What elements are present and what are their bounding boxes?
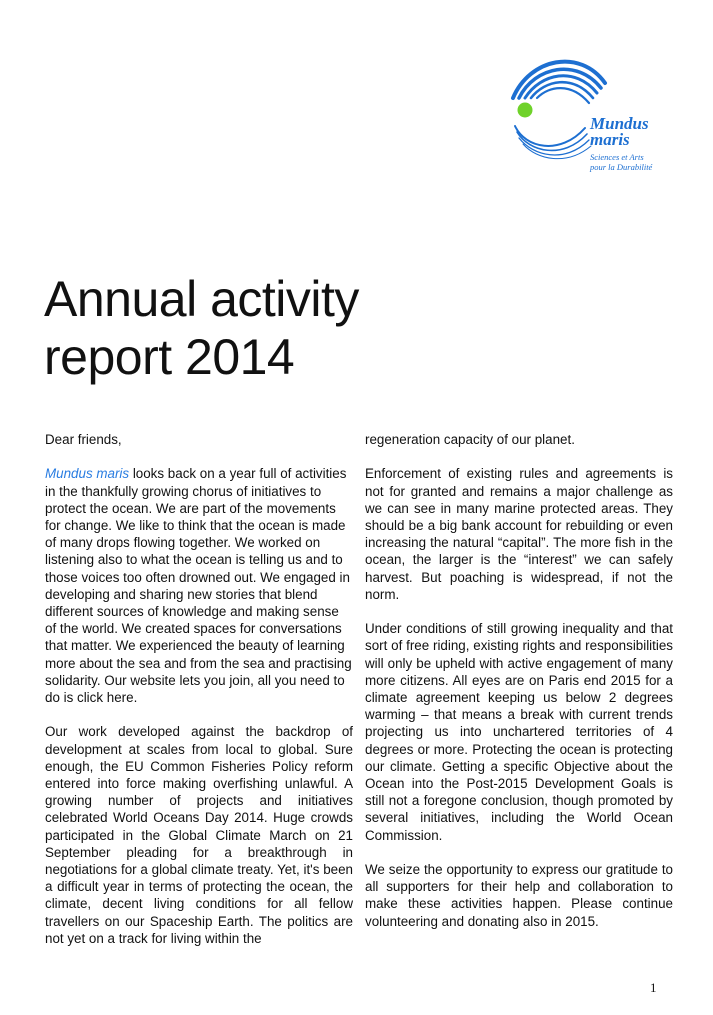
continuation-paragraph: regeneration capacity of our planet. — [365, 432, 575, 447]
logo-name-line1: Mundus — [590, 114, 649, 133]
green-dot-icon — [518, 103, 533, 118]
left-column — [45, 431, 353, 964]
tagline-line1: Sciences et Arts — [590, 152, 644, 162]
page-title — [44, 270, 359, 386]
mundus-maris-logo — [505, 48, 685, 178]
page-number: 1 — [650, 980, 657, 995]
title-line2: report 2014 — [44, 329, 295, 385]
right-column — [365, 431, 673, 947]
logo-wordmark — [590, 116, 649, 148]
inequality-paragraph: Under conditions of still growing inequality and that sort of free riding, existing rights and responsibilities will only be upheld with active engagement of many more citizens. All eyes are on Paris end 2015 for a climate agreement keeping us below 2 degrees warming – that means a break with current trends projecting us into unchartered territories of 4 degrees or more. Protecting the ocean is protecting our climate. Getting a specific Objective about the Ocean into the Post-2015 Development Goals is still not a foregone conclusion, though promoted by several initiatives, including the World Ocean Commission. — [365, 621, 673, 843]
gratitude-paragraph: We seize the opportunity to express our gratitude to all supporters for their help and collaboration to make these activities happen. Please continue volunteering and donating also in 2015. — [365, 862, 673, 929]
greeting: Dear friends, — [45, 432, 122, 447]
brand-name-inline: Mundus maris — [45, 466, 130, 482]
title-line1: Annual activity — [44, 271, 359, 327]
logo-name-line2: maris — [590, 130, 630, 149]
enforcement-paragraph: Enforcement of existing rules and agreements is not for granted and remains a major challenge as we can see in many marine protected areas. They should be a big bank account for rebuilding or even increasing the natural “capital”. The more fish in the ocean, the larger is the “interest” we can safely harvest. But poaching is widespread, if not the norm. — [365, 466, 673, 602]
tagline-line2: pour la Durabilité — [590, 162, 653, 172]
intro-paragraph — [45, 465, 353, 706]
intro-text: looks back on a year full of activities in the thankfully growing chorus of initiatives to protect the ocean. We are part of the movements for change. We like to think that the ocean is made of many drops flowing together. We worked on listening also to what the ocean is telling us and to those voices too often drowned out. We engaged in developing and sharing new stories that blend different sources of knowledge and making sense of the world. We created spaces for conversations that matter. We experienced the beauty of learning more about the sea and from the sea and practising solidarity. Our website lets you join, all you need to do is click here. — [45, 466, 352, 706]
logo-tagline — [590, 152, 652, 172]
backdrop-paragraph: Our work developed against the backdrop of development at scales from local to global. Sure enough, the EU Common Fisheries Policy reform entered into force making overfishing unlawful. A growing number of projects and initiatives celebrated World Oceans Day 2014. Huge crowds participated in the Global Climate March on 21 September pleading for a breakthrough in negotiations for a global climate treaty. Yet, it's been a difficult year in terms of protecting the ocean, the climate, decent living conditions for all fellow travellers on our Spaceship Earth. The politics are not yet on a track for living within the — [45, 724, 353, 946]
